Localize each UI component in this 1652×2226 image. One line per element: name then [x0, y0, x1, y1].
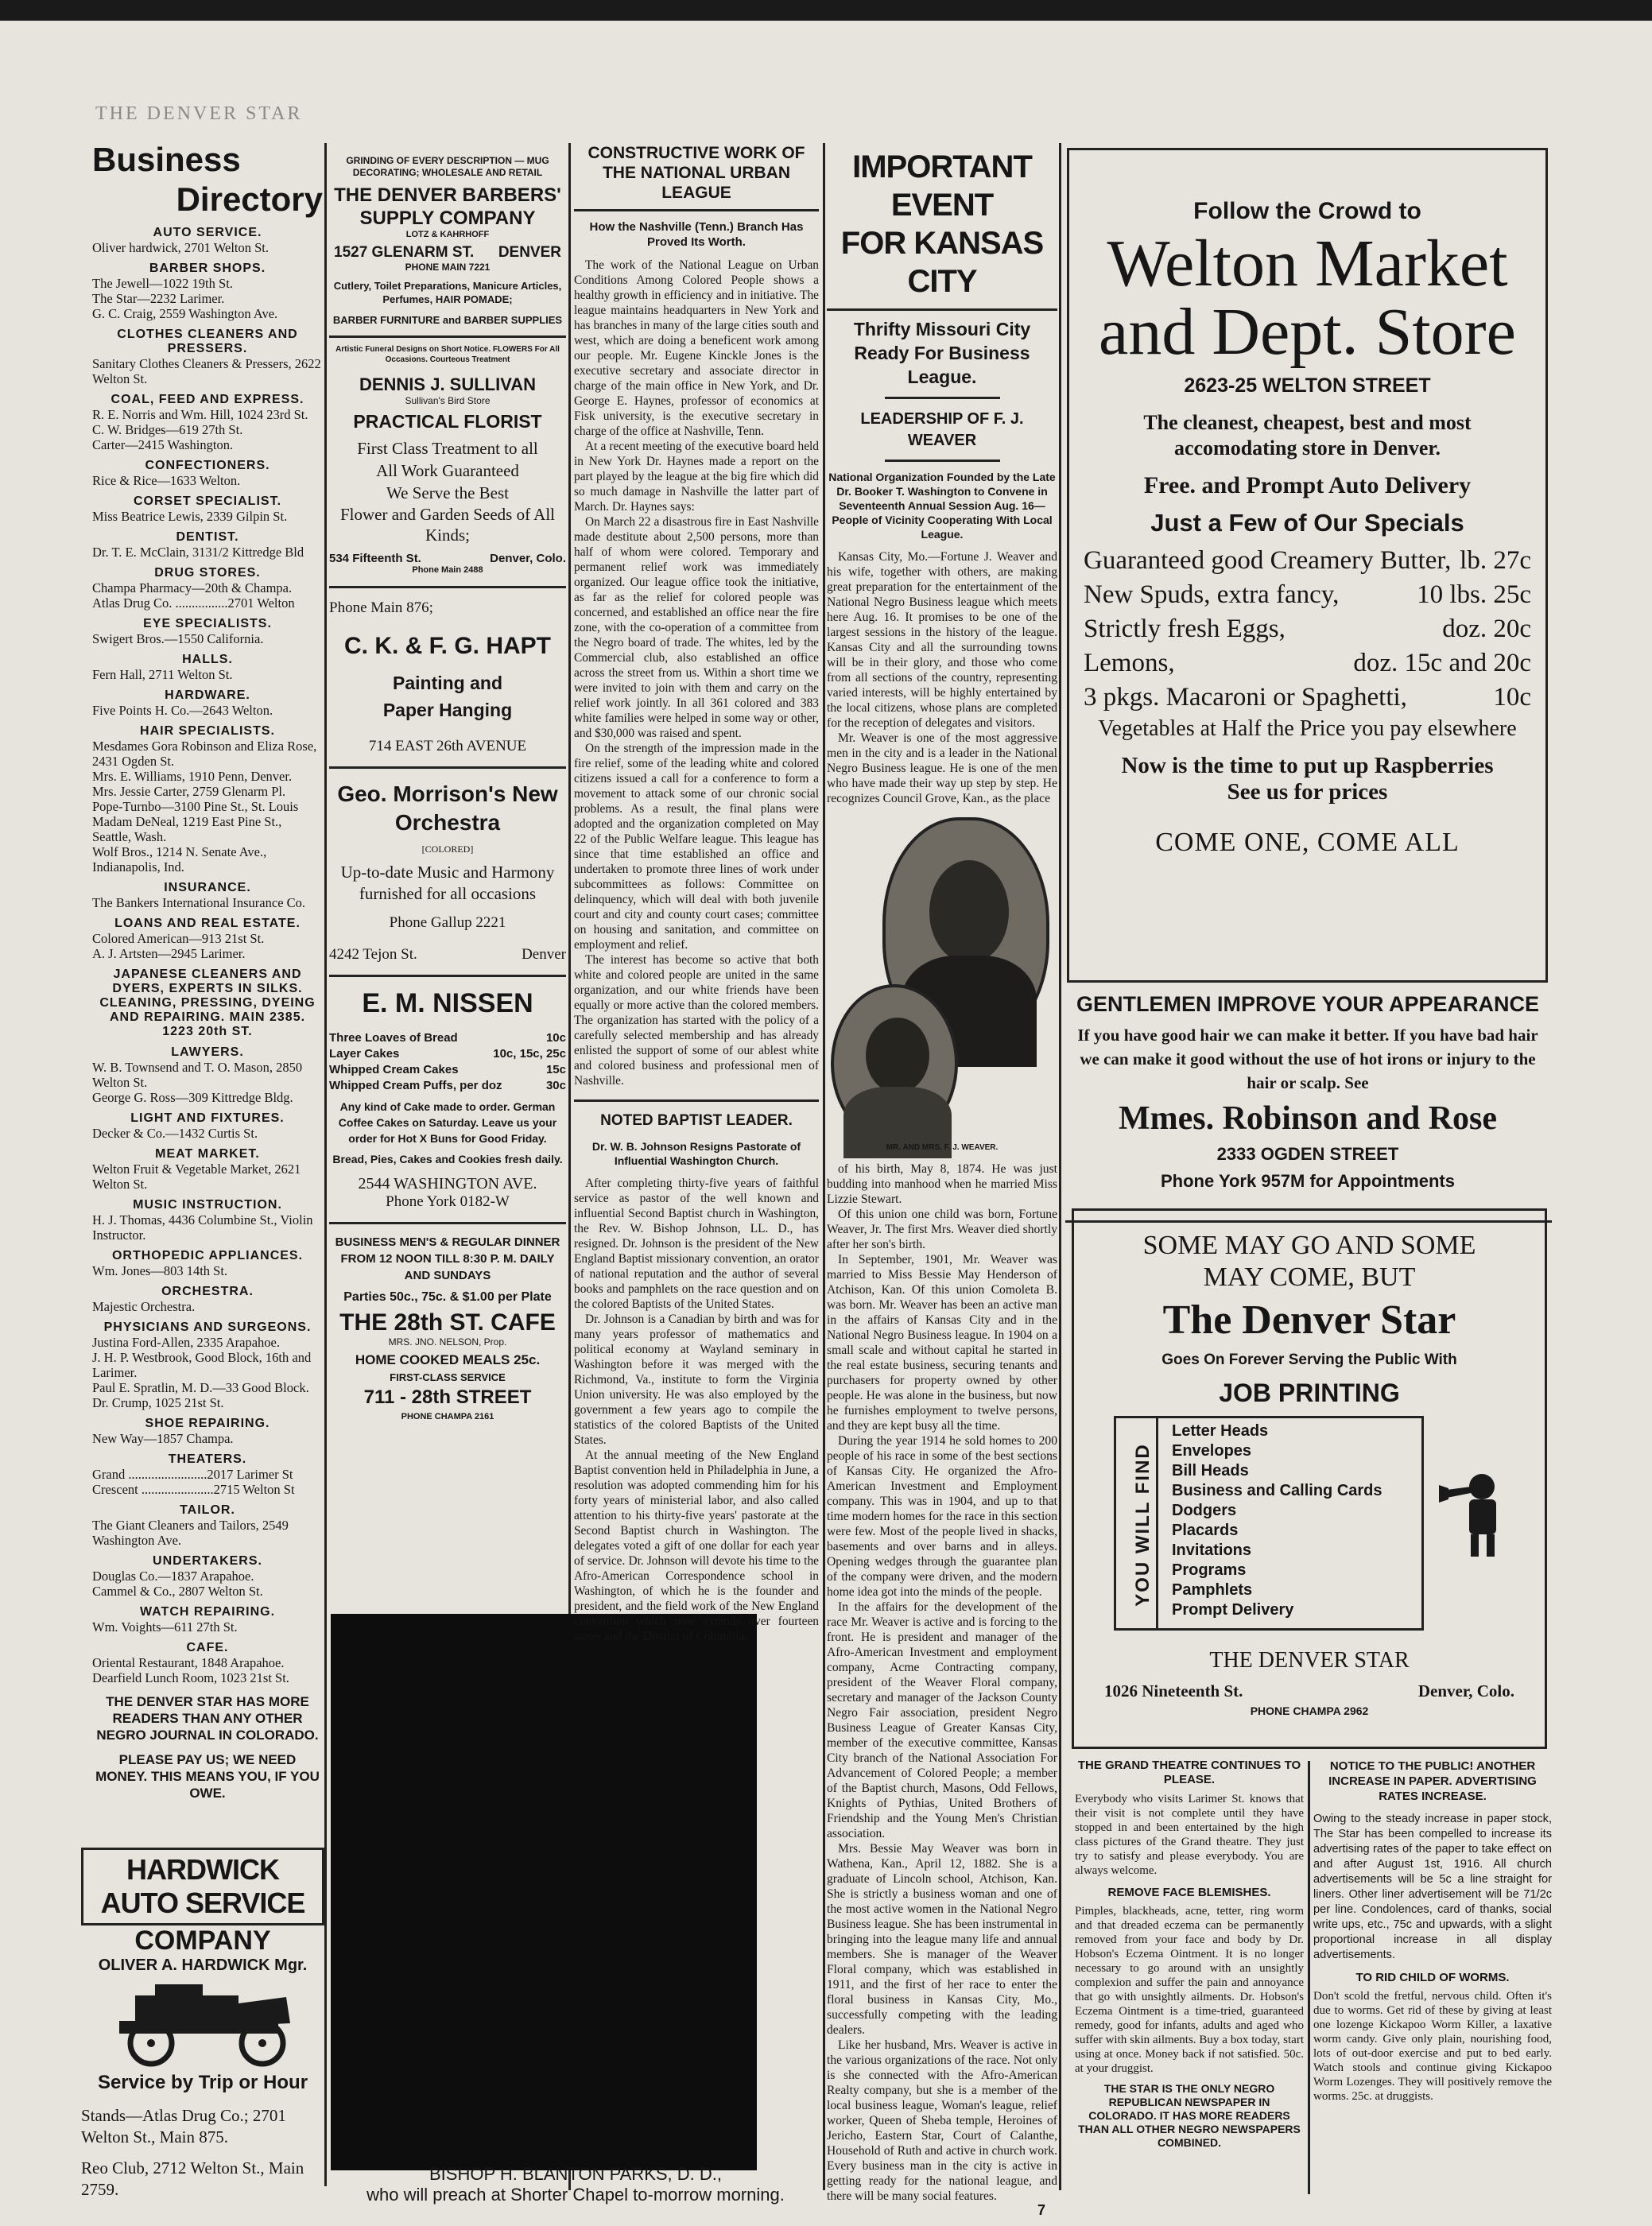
directory-entry: H. J. Thomas, 4436 Columbine St., Violin Instructor. [92, 1212, 313, 1243]
hardwick-service: Service by Trip or Hour [97, 2072, 308, 2093]
baptist-body [574, 1176, 819, 1644]
bishop-photo [331, 1614, 757, 2170]
directory-title-line1: Business [92, 141, 241, 178]
orchestra-phone: Phone Gallup 2221 [389, 914, 506, 931]
hardwick-reo: Reo Club, 2712 Welton St., Main 2759. [81, 2158, 304, 2199]
directory-category: AUTO SERVICE. [153, 226, 262, 239]
florist-city: Denver, Colo. [490, 552, 566, 565]
nissen-text2: Bread, Pies, Cakes and Cookies fresh daily. [332, 1153, 563, 1165]
directory-entry: The Bankers International Insurance Co. [92, 895, 306, 910]
ad-divider [329, 766, 566, 769]
directory-category: THEATERS. [168, 1452, 247, 1466]
directory-entry: W. B. Townsend and T. O. Mason, 2850 Welton St. [92, 1060, 303, 1090]
kansas-paragraph: Mr. Weaver is one of the most aggressive men in the city and is a leader in the National Negro Business league. He is one of the men who have made their way up step by step. He recognizes Council Grove, Kan., as the place [827, 731, 1057, 805]
headline-rule [574, 209, 819, 211]
blemishes-text: Pimples, blackheads, acne, tetter, ring worm and that dreaded eczema can be permanently removed from your face and body by Dr. Hobson's Eczema Ointment. It is no longer necessary to go around with an unsightly complexion and suffer the pain and annoyance that go with unsightly ailments. Dr. Hobson's Eczema Ointment is a time-tried, guaranteed remedy, good for infants, adults and aged who suffer with skin ailments. Buy a box today, start using at once. Money back if not satisfied. 50c. at your druggist. [1075, 1905, 1304, 2075]
directory-category: LIGHT AND FIXTURES. [130, 1111, 285, 1125]
deck-rule [885, 397, 1000, 399]
kansas-deck-3: National Organization Founded by the Late Dr. Booker T. Washington to Convene in Seventeenth Annual Session Aug. 16—People of Vicinity Cooperating With Local League. [828, 471, 1056, 541]
baptist-paragraph: After completing thirty-five years of faithful service as pastor of the well known and influential Second Baptist church in Washington, the Rev. W. Bishop Johnson, LL. D., has resigned. Dr. Johnson is the president of the New England Baptist missionary convention, an orator of national reputation and the author of several books and pamphlets on the race question and on the colored Baptists of the United States. [574, 1177, 819, 1311]
directory-entry: Wm. Jones—803 14th St. [92, 1263, 228, 1278]
star-service-item: Letter Heads [1172, 1422, 1269, 1440]
directory-category: BARBER SHOPS. [149, 262, 266, 275]
cafe-top: BUSINESS MEN'S & REGULAR DINNER FROM 12 NOON TILL 8:30 P. M. DAILY AND SUNDAYS [335, 1235, 560, 1282]
star-footer-phone: PHONE CHAMPA 2962 [1250, 1704, 1369, 1717]
urban-league-body [574, 258, 819, 1088]
nissen-text1: Any kind of Cake made to order. German Coffee Cakes on Saturday. Leave us your order for Hot X Buns for Good Friday. [338, 1100, 557, 1145]
directory-entry: Pope-Turnbo—3100 Pine St., St. Louis [92, 799, 299, 814]
cafe-owner: MRS. JNO. NELSON, Prop. [388, 1336, 507, 1348]
welton-item-name: 3 pkgs. Macaroni or Spaghetti, [1084, 683, 1407, 712]
directory-entry: Crescent ......................2715 Welton St [92, 1482, 295, 1497]
ads-column [329, 155, 566, 1590]
welton-item-name: Lemons, [1084, 649, 1175, 677]
barber-furniture: BARBER FURNITURE and BARBER SUPPLIES [332, 314, 563, 326]
weaver-portraits [827, 817, 1057, 1155]
kansas-deck-2: LEADERSHIP OF F. J. WEAVER [860, 410, 1024, 449]
welton-price-row [1084, 578, 1531, 612]
directory-category: ORTHOPEDIC APPLIANCES. [111, 1249, 304, 1262]
directory-category: COAL, FEED AND EXPRESS. [111, 393, 304, 406]
barber-goods: Cutlery, Toilet Preparations, Manicure Articles, Perfumes, HAIR POMADE; [333, 280, 562, 305]
robinson-address: 2333 OGDEN STREET [1216, 1144, 1399, 1164]
orchestra-address: 4242 Tejon St. [329, 946, 417, 963]
directory-category: CONFECTIONERS. [145, 459, 270, 472]
cafe-meals: HOME COOKED MEALS 25c. [355, 1352, 541, 1367]
star-footer-address: 1026 Nineteenth St. [1104, 1681, 1243, 1701]
urban-league-paragraph: At a recent meeting of the executive board held in New York Dr. Haynes made a report on the part played by the league at the big fire which did so much damage in Nashville the latter part of March. Dr. Haynes says: [574, 440, 819, 514]
nissen-item-name: Whipped Cream Puffs, per doz [329, 1079, 502, 1092]
denver-star-job-ad [1072, 1208, 1547, 1749]
welton-price-row [1084, 612, 1531, 646]
nissen-address: 2544 WASHINGTON AVE. [358, 1175, 537, 1192]
nissen-price-row [329, 1046, 566, 1062]
star-service-item: Dodgers [1172, 1502, 1237, 1519]
nissen-price-list [329, 1030, 566, 1094]
directory-category: MEAT MARKET. [155, 1147, 260, 1161]
cafe-phone: PHONE CHAMPA 2161 [401, 1412, 494, 1421]
directory-category: DRUG STORES. [154, 566, 261, 580]
nissen-price-row [329, 1030, 566, 1046]
kansas-paragraph: Of this union one child was born, Fortune Weaver, Jr. The first Mrs. Weaver died shortly after her son's birth. [827, 1208, 1057, 1251]
hardwick-title: HARDWICK AUTO SERVICE [81, 1848, 324, 1925]
florist-title: PRACTICAL FLORIST [353, 411, 542, 432]
directory-entry: Miss Beatrice Lewis, 2339 Gilpin St. [92, 509, 288, 524]
blemishes-headline: REMOVE FACE BLEMISHES. [1107, 1886, 1271, 1899]
florist-address: 534 Fifteenth St. [329, 552, 421, 565]
urban-league-subhead: How the Nashville (Tenn.) Branch Has Proved Its Worth. [589, 220, 804, 249]
directory-entry: Mesdames Gora Robinson and Eliza Rose, 2431 Ogden St. [92, 739, 317, 769]
nissen-price-row [329, 1078, 566, 1094]
welton-item-price: 10 lbs. 25c [1417, 580, 1531, 609]
kansas-paragraph: Like her husband, Mrs. Weaver is active in the various organizations of the race. Not only is she connected with the Afro-American Realty company, but she is a member of the local business league, Woman's league, relief worker, Queen of Sheba temple, Heroines of Jericho, Eastern Star, Court of Calanthe, Household of Ruth and active in church work. Every business man in the city is active in getting ready for the national league, and there will be many social features. [827, 2038, 1057, 2203]
worms-text: Don't scold the fretful, nervous child. Often it's due to worms. Get rid of these by giving at least one lozenge Kickapoo Worm Killer, a laxative worm candy. Give only plain, nourishing food, lots of out-door exercise and put to bed early. Watch stools and continue giving Kickapoo Worm Lozenges. They will positively remove the worms. 25c. at druggists. [1313, 1990, 1552, 2103]
directory-sections [92, 226, 323, 1685]
florist-sub: Sullivan's Bird Store [405, 395, 491, 406]
bishop-caption-block [329, 2164, 822, 2205]
welton-come: COME ONE, COME ALL [1155, 828, 1460, 857]
directory-category: INSURANCE. [164, 881, 251, 894]
welton-address: 2623-25 WELTON STREET [1184, 374, 1431, 397]
star-job: JOB PRINTING [1219, 1379, 1400, 1407]
cafe-service: FIRST-CLASS SERVICE [390, 1371, 506, 1383]
directory-category: HARDWARE. [165, 688, 250, 702]
star-service-item: Bill Heads [1172, 1462, 1249, 1479]
payment-notice: PLEASE PAY US; WE NEED MONEY. THIS MEANS YOU, IF YOU OWE. [95, 1752, 320, 1801]
directory-category: HALLS. [182, 653, 233, 666]
directory-entry: Rice & Rice—1633 Welton. [92, 473, 241, 488]
welton-item-price: 10c [1493, 683, 1531, 712]
hapt-address: 714 EAST 26th AVENUE [368, 738, 527, 754]
star-services-box [1114, 1416, 1424, 1631]
article-divider [574, 1099, 819, 1102]
nissen-item-price: 15c [545, 1063, 566, 1076]
directory-category: UNDERTAKERS. [153, 1554, 262, 1568]
star-service-item: Pamphlets [1172, 1581, 1253, 1599]
welton-delivery: Free. and Prompt Auto Delivery [1143, 472, 1472, 498]
welton-item-price: doz. 20c [1442, 615, 1531, 643]
hapt-phone: Phone Main 876; [329, 599, 433, 616]
directory-category: PHYSICIANS AND SURGEONS. [103, 1320, 312, 1334]
directory-entry: Decker & Co.—1432 Curtis St. [92, 1126, 258, 1141]
welton-top: Follow the Crowd to [1193, 198, 1421, 224]
deck-rule [885, 460, 1000, 462]
barber-address: 1527 GLENARM ST. [334, 244, 475, 261]
page-number: 7 [1037, 2202, 1046, 2218]
welton-item-name: New Spuds, extra fancy, [1084, 580, 1340, 609]
directory-entry: Champa Pharmacy—20th & Champa. [92, 580, 293, 595]
cafe-address: 711 - 28th STREET [363, 1386, 532, 1408]
baptist-headline: NOTED BAPTIST LEADER. [600, 1112, 793, 1129]
baptist-paragraph: Dr. Johnson is a Canadian by birth and was for many years professor of mathematics and political economy at Wayland seminary in Washington before it was merged with the Richmond, Va., institute to form the Virginia Union university. He was also employed by the government a few years ago to compile the statistics of the colored Baptists of the United States. [574, 1313, 819, 1447]
barber-city: DENVER [498, 244, 561, 261]
ad-divider [329, 335, 566, 338]
weaver-caption: MR. AND MRS. F. J. WEAVER. [886, 1143, 999, 1152]
hardwick-company: COMPANY [134, 1925, 271, 1956]
welton-name-2: and Dept. Store [1099, 295, 1516, 369]
star-footer-name: THE DENVER STAR [1209, 1648, 1410, 1673]
star-republican-notice: THE STAR IS THE ONLY NEGRO REPUBLICAN NEWSPAPER IN COLORADO. IT HAS MORE READERS THAN ALL OTHER NEGRO NEWSPAPERS COMBINED. [1078, 2082, 1301, 2149]
nissen-item-name: Whipped Cream Cakes [329, 1063, 459, 1076]
nissen-item-price: 10c, 15c, 25c [493, 1047, 566, 1061]
ad-divider [329, 975, 566, 977]
orchestra-name: Geo. Morrison's New Orchestra [337, 781, 558, 835]
robinson-name: Mmes. Robinson and Rose [1118, 1100, 1498, 1137]
star-sub: Goes On Forever Serving the Public With [1161, 1352, 1457, 1368]
rates-headline: NOTICE TO THE PUBLIC! ANOTHER INCREASE IN PAPER. ADVERTISING RATES INCREASE. [1328, 1759, 1537, 1803]
orchestra-city: Denver [522, 946, 566, 963]
readers-notice: THE DENVER STAR HAS MORE READERS THAN ANY OTHER NEGRO JOURNAL IN COLORADO. [96, 1694, 319, 1743]
directory-entry: The Star—2232 Larimer. [92, 291, 225, 306]
urban-league-paragraph: On the strength of the impression made in the fire relief, some of the leading white and colored citizens issued a call for a conference to form a movement to attack some of our chronic social problems. As a result, the final plans were adopted and the organization completed on May 22 of the Public Welfare league. This league has since that time established an office and undertaken to promote three lines of work under subcommittees as follows: Committee on delinquency, which will deal with both juvenile court and city and county court cases; committee on housing and sanitation, and committee on employment and relief. [574, 742, 819, 952]
column-rule [823, 143, 825, 2190]
nissen-item-price: 30c [545, 1079, 566, 1092]
directory-category: LOANS AND REAL ESTATE. [114, 917, 301, 930]
directory-entry: A. J. Artsten—2945 Larimer. [92, 946, 246, 961]
star-services-list [1172, 1421, 1382, 1620]
masthead-bleed: THE DENVER STAR [95, 103, 303, 124]
directory-category: WATCH REPAIRING. [139, 1605, 276, 1619]
directory-entry: George G. Ross—309 Kittredge Bldg. [92, 1090, 293, 1105]
welton-price-row [1084, 681, 1531, 715]
star-vertical-label: YOU WILL FIND [1132, 1443, 1154, 1607]
mrs-weaver-portrait [831, 984, 958, 1143]
directory-entry: Atlas Drug Co. ................2701 Welton [92, 595, 295, 611]
grand-text: Everybody who visits Larimer St. knows that their visit is not complete until they have stopped in and been entertained by the high class pictures of the Grand theatre. They just try to satisfy and please everybody. You are always welcome. [1075, 1793, 1304, 1877]
directory-entry: Mrs. Jessie Carter, 2759 Glenarm Pl. [92, 784, 286, 799]
florist-phone: Phone Main 2488 [412, 565, 483, 575]
kansas-headline-1: IMPORTANT EVENT [852, 149, 1032, 223]
star-service-item: Placards [1172, 1522, 1239, 1539]
welton-item-name: Guaranteed good Creamery Butter, [1084, 546, 1452, 575]
welton-name-1: Welton Market [1107, 227, 1508, 301]
directory-category: CLOTHES CLEANERS AND PRESSERS. [117, 328, 298, 355]
column-rule [1308, 1761, 1310, 2194]
kansas-deck-1: Thrifty Missouri City Ready For Business League. [853, 319, 1031, 387]
welton-raspberries: Now is the time to put up Raspberries [1121, 753, 1494, 778]
directory-entry: G. C. Craig, 2559 Washington Ave. [92, 306, 278, 321]
kansas-headline-2: FOR KANSAS CITY [840, 226, 1044, 299]
directory-entry: Grand ........................2017 Larimer St [92, 1467, 293, 1482]
orchestra-sub: [COLORED] [421, 843, 474, 855]
star-service-item: Envelopes [1172, 1442, 1252, 1460]
headline-rule [827, 308, 1057, 311]
ad-divider [329, 586, 566, 588]
baptist-paragraph: At the annual meeting of the New England Baptist convention held in Philadelphia in June, a resolution was adopted commending him for his forty years of ministerial labor, and also called attention to his thirty-five years' pastorate at the Second Baptist church in Washington. The delegates voted a gift of one dollar for each year of service. Dr. Johnson will devote his time to the Afro-American Correspondence school in Washington, of which he is the founder and president, and the field work of the New England convention which now extends over fourteen states and the District of Columbia. [574, 1448, 819, 1643]
directory-entry: Madam DeNeal, 1219 East Pine St., Seattle, Wash. [92, 814, 282, 844]
directory-entry: Cammel & Co., 2807 Welton St. [92, 1584, 263, 1599]
star-service-item: Business and Calling Cards [1172, 1482, 1382, 1499]
star-service-item: Programs [1172, 1561, 1247, 1579]
directory-entry: Dr. T. E. McClain, 3131/2 Kittredge Bld [92, 545, 304, 560]
column-rule [324, 143, 327, 2186]
welton-market-ad [1067, 148, 1548, 983]
rates-column [1313, 1759, 1552, 2208]
barber-owners: LOTZ & KAHRHOFF [405, 230, 490, 239]
top-border [0, 0, 1652, 21]
column-rule [1059, 143, 1061, 2190]
urban-league-paragraph: On March 22 a disastrous fire in East Nashville made destitute about 2,500 persons, more than half of whom were colored. Temporary and permanent relief work was immediately organized. Our league office took the initiative, as far as the relief for colored people was concerned, and established an office near the fire zone, with the co-operation of a committee from the Negro board of trade. The whites, led by the Commercial club, also established an office across the street from us. Within a short time we were invited to join with them and carry on the relief work jointly. In all 361 colored and 383 white families were helped in some way or other, and $30,000 was raised and spent. [574, 515, 819, 740]
directory-entry: Fern Hall, 2711 Welton St. [92, 667, 233, 682]
cafe-name: THE 28th ST. CAFE [339, 1309, 556, 1336]
directory-entry: Five Points H. Co.—2643 Welton. [92, 703, 273, 718]
star-service-item: Invitations [1172, 1542, 1252, 1559]
kansas-paragraph: In September, 1901, Mr. Weaver was married to Miss Bessie May Henderson of Atchison, Kan. Of this union Comoleta B. was born. Mr. Weaver has been an active man in the affairs of Kansas City and in the National Negro Business league. In 1904 on a small scale and without capital he started in the real estate business, securing tenants and purchasers for property owned by other people. He was alone in the business, but now he furnishes employment to twelve persons, and they are kept busy all the time. [827, 1253, 1057, 1433]
welton-item-name: Strictly fresh Eggs, [1084, 615, 1286, 643]
welton-price-list [1084, 544, 1531, 715]
directory-entry: Justina Ford-Allen, 2335 Arapahoe. [92, 1335, 281, 1350]
star-name: The Denver Star [1162, 1297, 1456, 1343]
directory-entry: Carter—2415 Washington. [92, 437, 234, 452]
rates-text: Owing to the steady increase in paper stock, The Star has been compelled to increase its advertising rates of the paper to take effect on and after August 1st, 1916. All church advertisements will be 5c a line straight for liners. Other liner advertisement will be 71/2c per line. Condolences, card of thanks, social write ups, etc., 75c and upwards, with a slight proportional increase in all display advertisements. [1313, 1813, 1552, 1961]
directory-entry: Welton Fruit & Vegetable Market, 2621 Welton St. [92, 1161, 301, 1192]
directory-category: MUSIC INSTRUCTION. [133, 1198, 282, 1212]
nissen-price-row [329, 1062, 566, 1078]
nissen-name: E. M. NISSEN [362, 988, 533, 1018]
directory-entry: The Jewell—1022 19th St. [92, 276, 233, 291]
welton-item-price: lb. 27c [1460, 546, 1531, 575]
welton-item-price: doz. 15c and 20c [1353, 649, 1531, 677]
nissen-phone: Phone York 0182-W [386, 1193, 510, 1210]
welton-price-row [1084, 646, 1531, 681]
directory-title-line2: Directory [176, 180, 323, 218]
welton-specials: Just a Few of Our Specials [1150, 509, 1464, 537]
kansas-body-top [827, 549, 1057, 806]
directory-category: HAIR SPECIALISTS. [140, 724, 275, 738]
directory-entry: The Giant Cleaners and Tailors, 2549 Washington Ave. [92, 1518, 289, 1548]
directory-category: EYE SPECIALISTS. [143, 617, 272, 630]
urban-league-headline: CONSTRUCTIVE WORK OF THE NATIONAL URBAN LEAGUE [588, 144, 805, 202]
kansas-paragraph: of his birth, May 8, 1874. He was just budding into manhood when he married Miss Lizzie Stewart. [827, 1162, 1057, 1206]
directory-category: CAFE. [186, 1641, 229, 1654]
star-service-item: Prompt Delivery [1172, 1601, 1294, 1619]
directory-category: ORCHESTRA. [161, 1285, 254, 1298]
directory-category: SHOE REPAIRING. [145, 1417, 270, 1430]
barber-supply-name: THE DENVER BARBERS' SUPPLY COMPANY [334, 184, 561, 229]
barber-top-line: GRINDING OF EVERY DESCRIPTION — MUG DECORATING; WHOLESALE AND RETAIL [346, 155, 549, 178]
florist-line2: All Work Guaranteed [376, 461, 519, 480]
directory-entry: Dearfield Lunch Room, 1023 21st St. [92, 1670, 289, 1685]
kansas-paragraph: Kansas City, Mo.—Fortune J. Weaver and his wife, together with others, are making great preparation for the entertainment of the National Negro Business league which meets here Aug. 16. It promises to be one of the largest sessions in the history of the league. Kansas City and all the surrounding towns will be in their glory, and those who come from all sections of the country, representing varied interests, will be highly entertained by the local citizens, whose plans are completed for the reception of delegates and visitors. [827, 550, 1057, 730]
directory-category: LAWYERS. [171, 1045, 244, 1059]
directory-entry: Dr. Crump, 1025 21st St. [92, 1395, 224, 1410]
kansas-paragraph: Mrs. Bessie May Weaver was born in Wathena, Kan., April 12, 1882. She is a graduate of Lincoln school, Atchison, Kan. She is strictly a business woman and one of the most active women in the National Negro Business league. She has been instrumental in bringing into the league many life and annual members. She is manager of the Weaver Floral company, which was established in 1911, and the first of her race to enter the floral business in Kansas City, Mo., successfully competing with the leading dealers. [827, 1842, 1057, 2037]
robinson-phone: Phone York 957M for Appointments [1161, 1171, 1455, 1191]
florist-name: DENNIS J. SULLIVAN [359, 374, 537, 394]
directory-category: DENTIST. [176, 530, 239, 544]
grand-headline: THE GRAND THEATRE CONTINUES TO PLEASE. [1077, 1759, 1301, 1786]
robinson-headline: GENTLEMEN IMPROVE YOUR APPEARANCE [1076, 992, 1540, 1016]
column-three [574, 143, 819, 1643]
directory-entry: Oliver hardwick, 2701 Welton St. [92, 240, 270, 255]
directory-category: CORSET SPECIALIST. [133, 494, 282, 508]
directory-entry: Sanitary Clothes Cleaners & Pressers, 2622 Welton St. [92, 356, 321, 386]
business-directory [92, 140, 323, 1825]
directory-entry: Wolf Bros., 1214 N. Senate Ave., Indianapolis, Ind. [92, 844, 267, 874]
florist-line1: First Class Treatment to all [357, 439, 538, 458]
automobile-icon [87, 1980, 318, 2067]
kansas-paragraph: During the year 1914 he sold homes to 200 people of his race in some of the best sections of Kansas City. He organized the Afro-American Investment and Employment company. This was in 1904, and up to that time modern homes for the race in this section were few. Most of the people lived in shacks, basements and over barns and in alleys. Opening wedges through the guarantee plan of the company were driven, and the modern home idea got into the minds of the people. [827, 1434, 1057, 1599]
directory-entry: Mrs. E. Williams, 1910 Penn, Denver. [92, 769, 293, 784]
barber-phone: PHONE MAIN 7221 [405, 262, 491, 273]
florist-line4: Flower and Garden Seeds of All Kinds; [339, 505, 556, 545]
hardwick-stands: Stands—Atlas Drug Co.; 2701 Welton St., Main 875. [81, 2106, 286, 2146]
kansas-paragraph: In the affairs for the development of the race Mr. Weaver is active and is forcing to the front. He is president and manager of the Afro-American Investment and employment company, Acme Contracting company, president of the Weaver Floral company, secretary and manager of the Jackson County Negro Fair association, president Negro Business League of Greater Kansas City, member of the executive committee, Kansas City branch of the National Association For Advancement of Colored People; a member of the Baptist church, Masons, Odd Fellows, Knights of Pythias, United Brothers of Friendship and the Young Men's Christian association. [827, 1600, 1057, 1840]
directory-entry: Wm. Voights—611 27th St. [92, 1619, 238, 1635]
hardwick-manager: OLIVER A. HARDWICK Mgr. [98, 1956, 308, 1974]
florist-top-line: Artistic Funeral Designs on Short Notice. FLOWERS For All Occasions. Courteous Treatment [335, 345, 560, 364]
ad-divider [329, 1222, 566, 1224]
bishop-caption: who will preach at Shorter Chapel to-morrow morning. [366, 2185, 785, 2205]
bugler-icon [1434, 1466, 1530, 1561]
orchestra-line: Up-to-date Music and Harmony furnished for all occasions [340, 863, 555, 903]
urban-league-paragraph: The interest has become so active that both white and colored people are united in the same organization, and our white friends have been equally or more active than the colored members. The organization has started with the policy of a carefully selected membership and has already enlisted the support of some of our ablest white and colored business and professional men of Nashville. [574, 953, 819, 1088]
kansas-body-bottom [827, 1161, 1057, 2204]
robinson-ad [1065, 987, 1550, 1218]
welton-vegetables: Vegetables at Half the Price you pay elsewhere [1098, 716, 1517, 741]
directory-entry: New Way—1857 Champa. [92, 1431, 234, 1446]
directory-entry: Majestic Orchestra. [92, 1299, 196, 1314]
directory-entry: Oriental Restaurant, 1848 Arapahoe. [92, 1655, 285, 1670]
star-line1: SOME MAY GO AND SOME MAY COME, BUT [1142, 1231, 1476, 1292]
robinson-text: If you have good hair we can make it better. If you have bad hair we can make it good without the use of hot irons or injury to the hair or scalp. See [1077, 1026, 1538, 1092]
directory-entry: Colored American—913 21st St. [92, 931, 265, 946]
baptist-subhead: Dr. W. B. Johnson Resigns Pastorate of Influential Washington Church. [591, 1140, 801, 1167]
directory-entry: J. H. P. Westbrook, Good Block, 16th and Larimer. [92, 1350, 312, 1380]
nissen-item-name: Layer Cakes [329, 1047, 400, 1061]
nissen-item-price: 10c [545, 1031, 566, 1045]
worms-headline: TO RID CHILD OF WORMS. [1355, 1971, 1510, 1984]
directory-category: JAPANESE CLEANERS AND DYERS, EXPERTS IN SILKS. CLEANING, PRESSING, DYEING AND REPAIRING. MAIN 2385. 1223 20th ST. [99, 968, 316, 1038]
directory-entry: Paul E. Spratlin, M. D.—33 Good Block. [92, 1380, 309, 1395]
hardwick-auto-ad [81, 1836, 324, 2218]
directory-entry: Douglas Co.—1837 Arapahoe. [92, 1569, 254, 1584]
directory-entry: Swigert Bros.—1550 California. [92, 631, 264, 646]
star-footer-city: Denver, Colo. [1417, 1681, 1514, 1701]
cafe-parties: Parties 50c., 75c. & $1.00 per Plate [343, 1290, 552, 1304]
welton-tagline: The cleanest, cheapest, best and most accomodating store in Denver. [1143, 411, 1472, 460]
welton-price-row [1084, 544, 1531, 578]
florist-line3: We Serve the Best [386, 483, 509, 502]
hapt-service: Painting and Paper Hanging [382, 673, 513, 720]
grand-theatre-column [1075, 1759, 1304, 2208]
directory-entry: R. E. Norris and Wm. Hill, 1024 23rd St. [92, 407, 308, 422]
bishop-name: BISHOP H. BLANTON PARKS, D. D., [429, 2164, 722, 2184]
directory-category: TAILOR. [180, 1503, 235, 1517]
hapt-name: C. K. & F. G. HAPT [343, 633, 551, 659]
urban-league-paragraph: The work of the National League on Urban Conditions Among Colored People shows a healthy growth in efficiency and in initiative. The league maintains headquarters in New York and has branches in many of the large cities south and west, which are doing a beneficent work among our people. Mr. Eugene Kinckle Jones is the executive secretary and associate director in charge of the main office in New York, and Dr. George E. Haynes, professor of economics at Fisk university, is the executive secretary in charge of the office at Nashville, Tenn. [574, 258, 819, 438]
directory-entry: C. W. Bridges—619 27th St. [92, 422, 243, 437]
welton-prices: See us for prices [1227, 779, 1388, 805]
column-four [827, 148, 1057, 2203]
nissen-item-name: Three Loaves of Bread [329, 1031, 458, 1045]
